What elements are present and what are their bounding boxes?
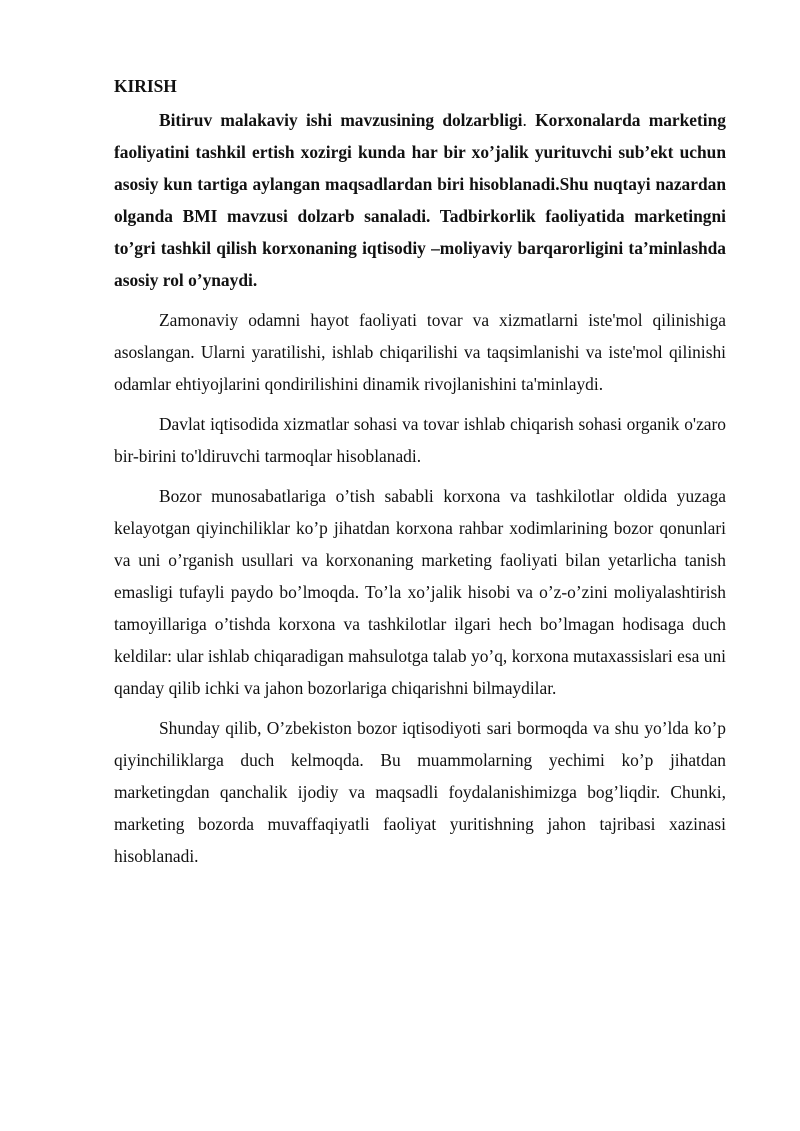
relevance-text: Korxonalarda marketing faoliyatini tashkil ertish xozirgi kunda har bir xo’jalik yurituvchi sub’ekt uchun asosiy kun tartiga aylangan maqsadlardan biri hisoblanadi.Shu nuqtayi nazardan olganda BMI mavzusi dolzarb sanaladi. Tadbirkorlik faoliyatida marketingni to’gri tashkil qilish korxonaning iqtisodiy –moliyaviy barqarorligini ta’minlashda asosiy rol o’ynaydi.	[114, 110, 726, 290]
body-paragraph: Davlat iqtisodida xizmatlar sohasi va tovar ishlab chiqarish sohasi organik o'zaro bir-birini to'ldiruvchi tarmoqlar hisoblanadi.	[114, 414, 726, 466]
relevance-lead: Bitiruv malakaviy ishi mavzusining dolzarbligi	[159, 110, 523, 130]
document-page	[114, 74, 726, 880]
body-paragraph: Bozor munosabatlariga o’tish sababli korxona va tashkilotlar oldida yuzaga kelayotgan qiyinchiliklar ko’p jihatdan korxona rahbar xodimlarining bozor qonunlari va uni o’rganish usullari va korxonaning marketing faoliyati bilan yetarlicha tanish emasligi tufayli paydo bo’lmoqda. To’la xo’jalik hisobi va o’z-o’zini moliyalashtirish tamoyillariga o’tishda korxona va tashkilotlar ilgari hech bo’lmagan hodisaga duch keldilar: ular ishlab chiqaradigan mahsulotga talab yo’q, korxona mutaxassislari esa uni qanday qilib ichki va jahon bozorlariga chiqarishni bilmaydilar.	[114, 486, 726, 698]
relevance-paragraph	[114, 104, 726, 296]
body-paragraph: Zamonaviy odamni hayot faoliyati tovar va xizmatlarni iste'mol qilinishiga asoslangan. Ularni yaratilishi, ishlab chiqarilishi va taqsimlanishi va iste'mol qilinishi odamlar ehtiyojlarini qondirilishini dinamik rivojlanishini ta'minlaydi.	[114, 310, 726, 394]
relevance-lead-punct: .	[522, 110, 527, 130]
body-paragraph: Shunday qilib, O’zbekiston bozor iqtisodiyoti sari bormoqda va shu yo’lda ko’p qiyinchiliklarga duch kelmoqda. Bu muammolarning yechimi ko’p jihatdan marketingdan qanchalik ijodiy va maqsadli foydalanishimizga bog’liqdir. Chunki, marketing bozorda muvaffaqiyatli faoliyat yuritishning jahon tajribasi xazinasi hisoblanadi.	[114, 718, 726, 866]
section-heading: KIRISH	[114, 76, 177, 96]
